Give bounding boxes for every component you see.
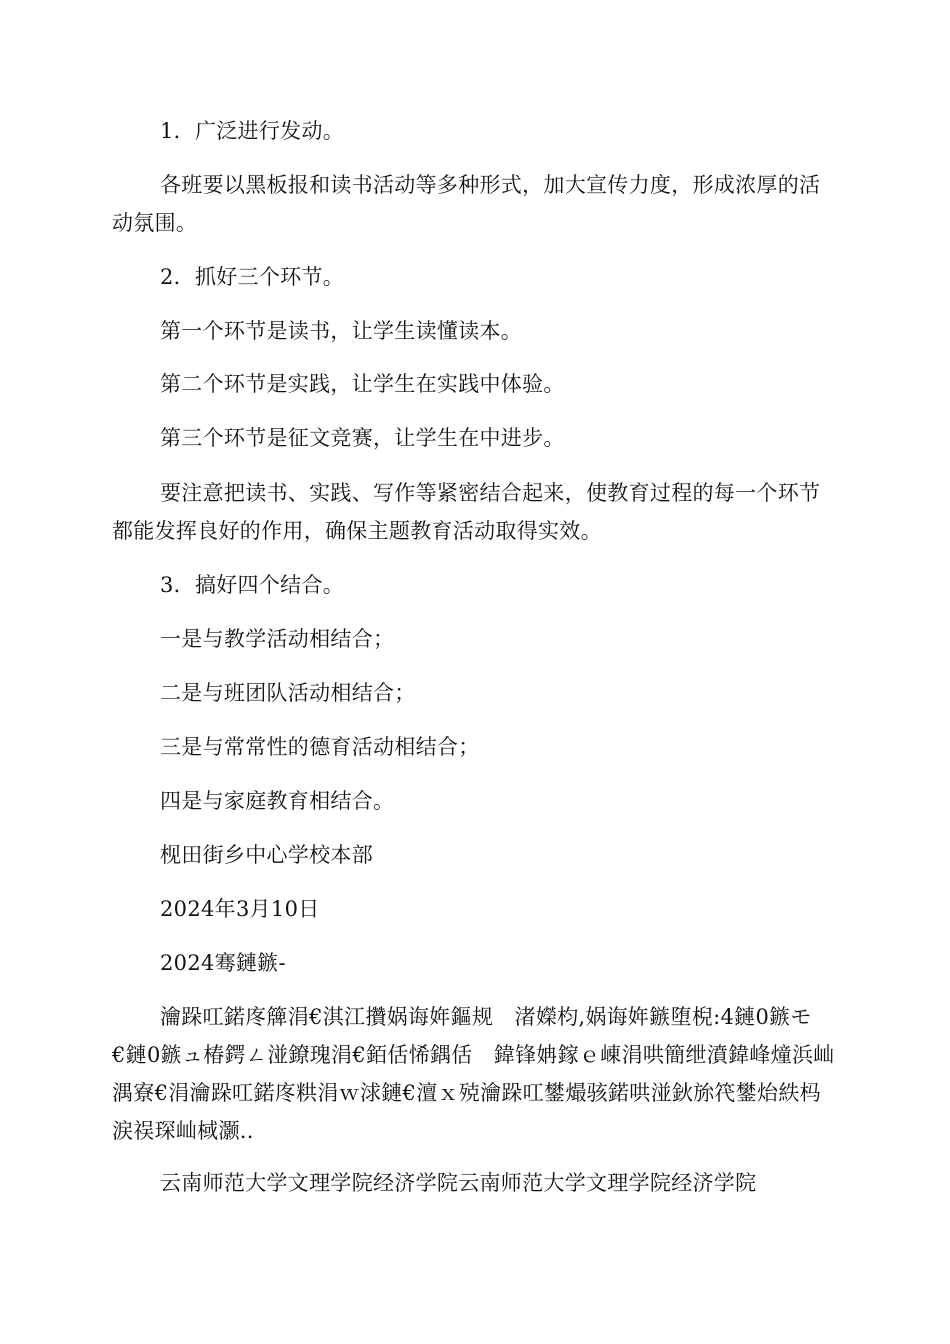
garbled-heading: 2024骞鏈鏃- [160, 951, 286, 975]
body-paragraph-publicity: 各班要以黑板报和读书活动等多种形式，加大宣传力度，形成浓厚的活动氛围。 [112, 173, 821, 235]
list-item-reading: 第一个环节是读书，让学生读懂读本。 [160, 319, 523, 343]
signature-school-name: 枧田街乡中心学校本部 [160, 843, 373, 867]
list-item-family-education: 四是与家庭教育相结合。 [160, 789, 395, 813]
signature-date: 2024年3月10日 [160, 897, 320, 921]
list-item-class-team: 二是与班团队活动相结合； [160, 681, 416, 705]
list-item-essay-contest: 第三个环节是征文竞赛，让学生在中进步。 [160, 426, 565, 450]
garbled-paragraph: 瀹跺叿鍩庝簰涓€淇江攢娲诲姩鏂规 渚嬫枃,娲诲姩鏃堕棿:4鏈0鏃モ€鏈0鏃ュ椿鍔ㄥ湴鐐瑰涓€銆佸悕鍝佸 鍏锋姌鎵ｅ崠涓哄簡绁濆鍏峰燑浜屾湡寮€涓瀹跺叿鍩庝粠涓ｗ浗鏈€澶ｘ殑瀹跺叿鐢熶骇鍩哄湴鈥旀笩鐢炲紩杩涙祦琛屾棫灏.. [112, 1005, 835, 1143]
list-item-practice: 第二个环节是实践，让学生在实践中体验。 [160, 372, 565, 396]
list-item-teaching: 一是与教学活动相结合； [160, 627, 395, 651]
list-item-moral-education: 三是与常常性的德育活动相结合； [160, 735, 480, 759]
section-heading-2: 2．抓好三个环节。 [160, 265, 345, 289]
section-heading-1: 1．广泛进行发动。 [160, 119, 345, 143]
section-heading-3: 3．搞好四个结合。 [160, 573, 345, 597]
body-paragraph-integration: 要注意把读书、实践、写作等紧密结合起来，使教育过程的每一个环节都能发挥良好的作用，确保主题教育活动取得实效。 [112, 481, 821, 543]
footer-line: 云南师范大学文理学院经济学院云南师范大学文理学院经济学院 [160, 1171, 757, 1195]
